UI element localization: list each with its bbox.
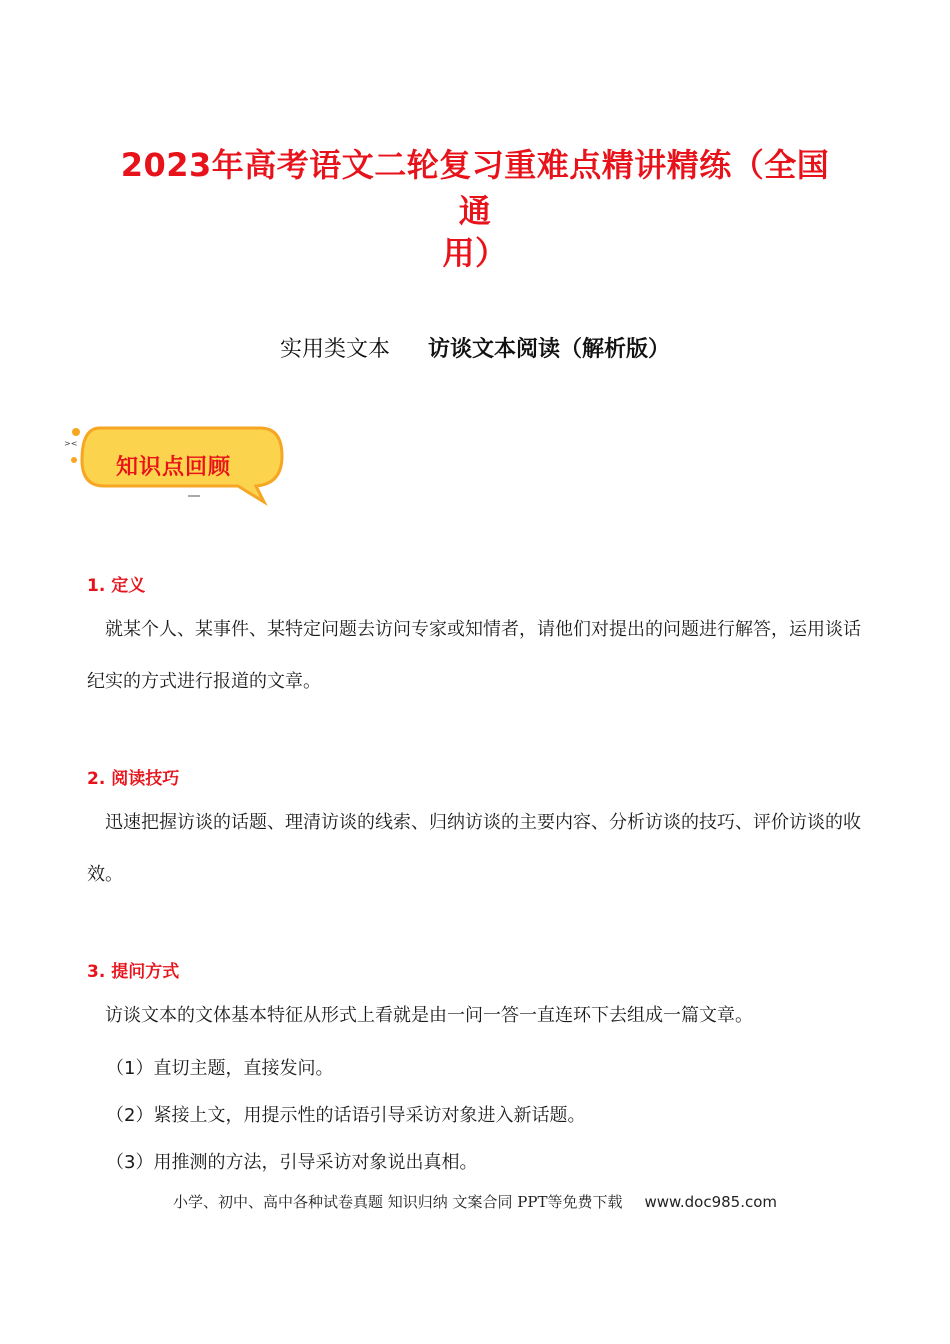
section-body-reading-skills: 迅速把握访谈的话题、理清访谈的线索、归纳访谈的主要内容、分析访谈的技巧、评价访谈的收效。	[87, 812, 861, 885]
document-subtitle	[0, 332, 950, 363]
list-item: （1）直切主题，直接发问。	[106, 1058, 334, 1079]
section-heading-question-methods: 3. 提问方式	[87, 962, 180, 982]
section-body-question-methods: 访谈文本的文体基本特征从形式上看就是由一问一答一直连环下去组成一篇文章。	[105, 1005, 753, 1026]
footer-url-link[interactable]: www.doc985.com	[644, 1193, 778, 1211]
section-heading-reading-skills: 2. 阅读技巧	[87, 769, 180, 789]
footer-text: 小学、初中、高中各种试卷真题 知识归纳 文案合同 PPT等免费下载	[172, 1193, 623, 1211]
list-item: （2）紧接上文，用提示性的话语引导采访对象进入新话题。	[106, 1105, 586, 1126]
section-heading-definition: 1. 定义	[87, 576, 146, 596]
section-body-definition: 就某个人、某事件、某特定问题去访问专家或知情者，请他们对提出的问题进行解答，运用谈话纪实的方式进行报道的文章。	[87, 619, 861, 692]
document-title-line-2: 用）	[442, 234, 508, 272]
subtitle-category: 实用类文本	[279, 337, 390, 362]
svg-text:><: ><	[64, 439, 78, 448]
list-item: （3）用推测的方法，引导采访对象说出真相。	[106, 1152, 478, 1173]
knowledge-review-badge	[60, 420, 300, 510]
badge-label: 知识点回顾	[116, 455, 232, 480]
page-footer	[0, 1191, 950, 1212]
subtitle-main: 访谈文本阅读（解析版）	[428, 337, 671, 362]
document-title-line-1: 2023年高考语文二轮复习重难点精讲精练（全国通	[120, 146, 830, 230]
